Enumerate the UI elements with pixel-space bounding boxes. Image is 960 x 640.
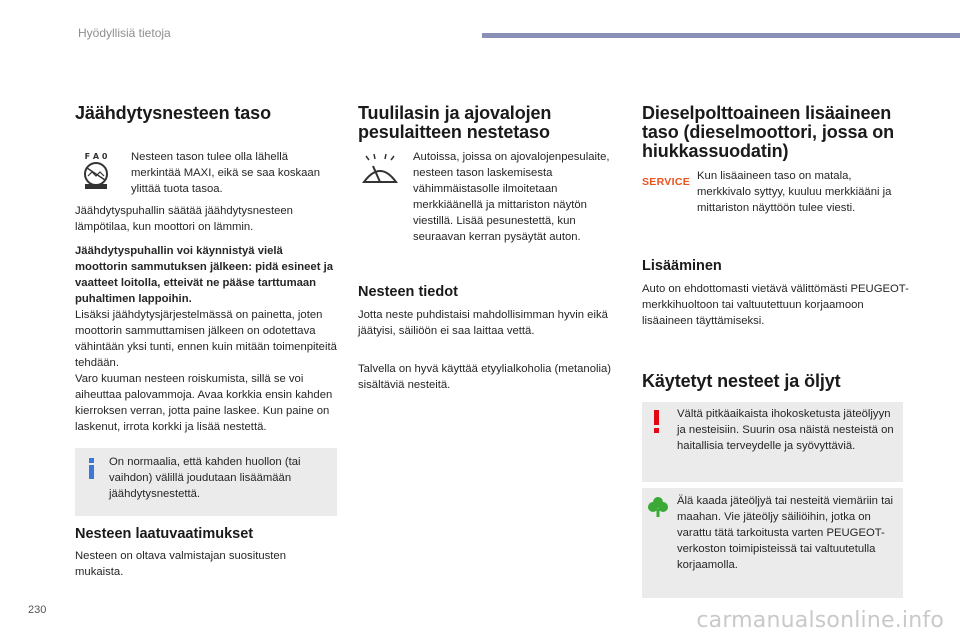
column-coolant <box>75 104 337 123</box>
coolant-fan-warning: Jäähdytyspuhallin voi käynnistyä vielä moottorin sammutuksen jälkeen: pidä esineet ja vaatteet loitolla, etteivät ne pääse tarttumaan puhaltimen lappoihin. <box>75 245 334 305</box>
svg-text:F A 0: F A 0 <box>84 152 108 161</box>
watermark: carmanualsonline.info <box>696 608 944 633</box>
used-fluids-title: Käytetyt nesteet ja öljyt <box>642 371 841 391</box>
header-section-title: Hyödyllisiä tietoja <box>78 26 171 40</box>
used-fluids-eco-text: Älä kaada jäteöljyä tai nesteitä viemäriin tai maahan. Vie jäteöljy säiliöihin, jotka on varattu tätä tarkoitusta varten PEUGEOT-verkoston toimipisteissä tai valtuutetulla korjaamolla. <box>677 495 894 571</box>
coolant-pressure-text: Lisäksi jäähdytysjärjestelmässä on painetta, joten moottorin sammuttamisen jälkeen on odotettava vähintään yksi tunti, ennen kuin mitään toimenpiteitä tehdään. <box>75 309 337 369</box>
diesel-additive-title: Dieselpolttoaineen lisäaineen taso (dieselmoottori, jossa on hiukkassuodatin) <box>642 103 895 161</box>
washer-level-text: Autoissa, joissa on ajovalojenpesulaite, nesteen tason laskemisesta vähimmäistasolle ilmoitetaan merkkiäänellä ja mittariston näytön viestillä. Lisää pesunestettä, kun seuraavan kerran pysäytät auton. <box>413 151 610 243</box>
service-label: SERVICE <box>642 176 691 188</box>
washer-title: Tuulilasin ja ajovalojen pesulaitteen nestetaso <box>358 103 552 142</box>
fluid-winter-text: Talvella on hyvä käyttää etyylialkoholia (metanolia) sisältäviä nesteitä. <box>358 363 612 391</box>
adding-title: Lisääminen <box>642 258 722 274</box>
adding-text: Auto on ehdottomasti vietävä välittömästi PEUGEOT-merkkihuoltoon tai valtuutettuun korjaamoon lisäaineen täyttämiseksi. <box>642 283 909 327</box>
diesel-additive-text: Kun lisäaineen taso on matala, merkkivalo syttyy, kuuluu merkkiääni ja mittariston näyttöön tulee viesti. <box>697 170 892 214</box>
fluid-info-title: Nesteen tiedot <box>358 284 458 300</box>
used-fluids-warning-text: Vältä pitkäaikaista ihokosketusta jäteöljyyn ja nesteisiin. Suurin osa näistä nesteistä on haitallisia terveydelle ja syövyttäviä. <box>677 408 894 452</box>
coolant-fan-text: Jäähdytyspuhallin säätää jäähdytysnesteen lämpötilaa, kun moottori on lämmin. <box>75 205 293 233</box>
warning-exclamation-icon <box>653 410 661 432</box>
service-warning-icon <box>642 172 691 188</box>
quality-text: Nesteen on oltava valmistajan suositusten mukaista. <box>75 550 286 578</box>
coolant-info-box <box>75 448 337 516</box>
coolant-level-icon <box>78 150 114 192</box>
eco-tree-icon <box>648 496 668 518</box>
coolant-hot-fluid-text: Varo kuuman nesteen roiskumista, sillä se voi aiheuttaa palovammoja. Avaa korkkia ensin kahden kierroksen verran, jotta paine laskee. Kun paine on laskenut, irrota korkki ja lisää nestettä. <box>75 373 333 433</box>
coolant-title: Jäähdytysnesteen taso <box>75 103 271 123</box>
coolant-level-text: Nesteen tason tulee olla lähellä merkintää MAXI, eikä se saa koskaan ylittää tuota tasoa. <box>131 151 320 195</box>
used-fluids-eco-box <box>642 488 903 598</box>
page-number: 230 <box>28 604 47 616</box>
header-accent-bar <box>482 33 960 38</box>
quality-title: Nesteen laatuvaatimukset <box>75 526 254 542</box>
fluid-info-text: Jotta neste puhdistaisi mahdollisimman hyvin eikä jäätyisi, säiliöön ei saa laittaa vettä. <box>358 309 608 337</box>
coolant-info-text: On normaalia, että kahden huollon (tai vaihdon) välillä joudutaan lisäämään jäähdytysnestettä. <box>109 456 301 500</box>
washer-fluid-icon <box>360 152 400 186</box>
used-fluids-warning-box <box>642 402 903 482</box>
info-icon <box>87 458 96 478</box>
